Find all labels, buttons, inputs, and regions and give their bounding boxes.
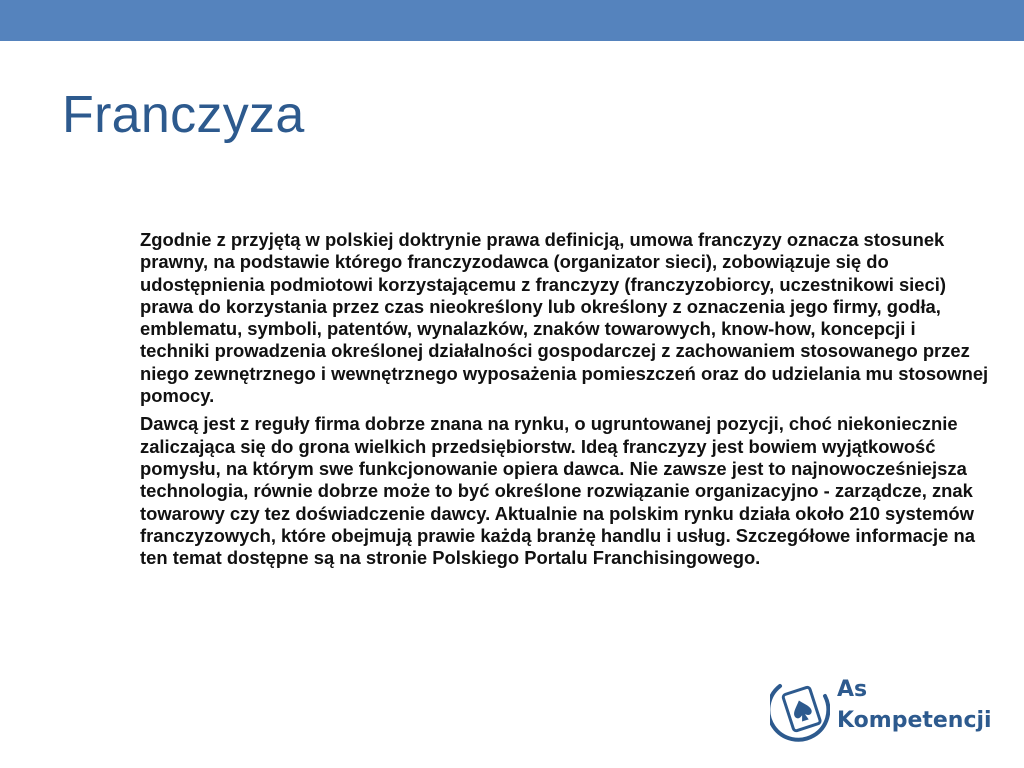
top-accent-bar [0, 0, 1024, 41]
slide-title: Franczyza [62, 86, 305, 144]
logo-line-1: As [837, 677, 868, 702]
logo-wordmark [837, 674, 992, 736]
paragraph-franchisor: Dawcą jest z reguły firma dobrze znana na rynku, o ugruntowanej pozycji, choć niekoniecznie zaliczająca się do grona wielkich przedsiębiorstw. Ideą franczyzy jest bowiem wyjątkowość pomysłu, na którym swe funkcjonowanie opiera dawca. Nie zawsze jest to najnowocześniejsza technologia, równie dobrze może to być określone rozwiązanie organizacyjno - zarządcze, znak towarowy czy tez doświadczenie dawcy. Aktualnie na polskim rynku działa około 210 systemów franczyzowych, które obejmują prawie każdą branżę handlu i usług. Szczegółowe informacje na ten temat dostępne są na stronie Polskiego Portalu Franchisingowego. [140, 413, 975, 569]
spade-card-icon [770, 674, 830, 744]
logo-line-2: Kompetencji [837, 708, 992, 733]
paragraph-definition: Zgodnie z przyjętą w polskiej doktrynie prawa definicją, umowa franczyzy oznacza stosunek prawny, na podstawie którego franczyzodawca (organizator sieci), zobowiązuje się do udostępnienia podmiotowi korzystającemu z franczyzy (franczyzobiorcy, uczestnikowi sieci) prawa do korzystania przez czas nieokreślony lub określony z oznaczenia jego firmy, godła, emblematu, symboli, patentów, wynalazków, znaków towarowych, know-how, koncepcji i techniki prowadzenia określonej działalności gospodarczej z zachowaniem stosowanego przez niego zewnętrznego i wewnętrznego wyposażenia pomieszczeń oraz do udzielania mu stosownej pomocy. [140, 229, 989, 407]
slide-body [140, 229, 990, 575]
as-kompetencji-logo [770, 670, 1000, 750]
